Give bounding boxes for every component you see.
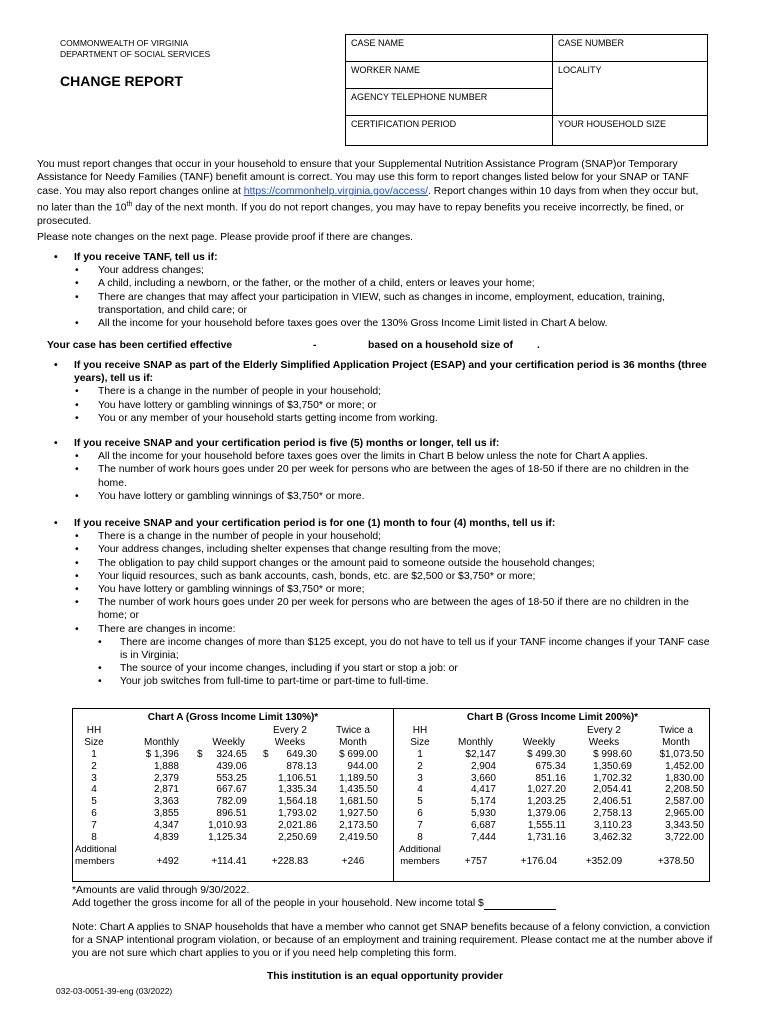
table-cell: 944.00 xyxy=(347,760,378,772)
table-cell: 1,435.50 xyxy=(339,784,378,796)
every2-values xyxy=(263,749,317,843)
amounts-valid-note: *Amounts are valid through 9/30/2022. xyxy=(72,885,250,896)
tanf-heading xyxy=(50,251,710,264)
column-header xyxy=(197,725,247,749)
currency-symbol: $ xyxy=(197,749,203,760)
header-text: Twice a xyxy=(336,725,370,737)
cert-effective-label: Your case has been certified effective xyxy=(47,340,233,351)
table-cell: 1 xyxy=(417,749,423,760)
header-text: Monthly xyxy=(458,737,494,749)
list-item-text: There are changes in income: xyxy=(98,623,236,635)
chart-b-size-column xyxy=(398,725,442,867)
list-item xyxy=(50,596,710,622)
footer-text: +757 xyxy=(464,855,488,867)
case-name-field[interactable]: CASE NAME xyxy=(346,35,553,62)
header-text: Size xyxy=(410,737,430,749)
table-cell: 1,125.34 xyxy=(208,831,247,843)
list-item-text: There is a change in the number of people in your household; xyxy=(98,531,382,543)
chart-a-twice-column xyxy=(328,725,378,867)
bullet-icon: • xyxy=(75,597,79,609)
chart-b-title: Chart B (Gross Income Limit 200%)* xyxy=(466,712,639,723)
header-text: Twice a xyxy=(659,725,693,737)
header-text: HH xyxy=(412,725,428,737)
list-item xyxy=(50,450,710,463)
table-cell: 553.25 xyxy=(216,772,247,784)
worker-name-field[interactable]: WORKER NAME xyxy=(346,62,553,89)
bullet-icon: • xyxy=(75,412,79,424)
list-item-text: A child, including a newborn, or the father, or the mother of a child, enters or leaves your home; xyxy=(98,278,535,290)
income-limit-charts xyxy=(72,708,710,882)
table-cell: 2 xyxy=(417,760,423,772)
chart-b-monthly-column xyxy=(456,725,496,867)
esap-heading xyxy=(50,359,710,385)
column-footer xyxy=(648,843,704,867)
table-cell: 3,855 xyxy=(153,807,179,819)
table-cell: 5 xyxy=(91,796,97,808)
list-item-text: All the income for your household before taxes goes over the 130% Gross Income Limit listed in Chart A below. xyxy=(98,318,608,330)
snap-5-heading xyxy=(50,437,710,450)
header-text: Size xyxy=(84,737,104,749)
chart-a xyxy=(73,709,393,881)
additional-members-label xyxy=(75,843,117,867)
header-text: Weeks xyxy=(274,737,306,749)
bullet-icon: • xyxy=(98,636,102,648)
table-cell: 1,927.50 xyxy=(339,807,378,819)
table-cell: 1,830.00 xyxy=(665,772,704,784)
footer-text: +246 xyxy=(341,855,365,867)
table-cell: 2,021.86 xyxy=(278,819,317,831)
cert-dash: - xyxy=(313,340,317,351)
footer-text: members xyxy=(75,855,115,867)
header-text: Monthly xyxy=(143,737,179,749)
table-cell: 5 xyxy=(417,796,423,808)
agency-name xyxy=(60,38,210,60)
table-cell: 1,335.34 xyxy=(278,784,317,796)
chart-b-weekly-column xyxy=(512,725,566,867)
table-cell: 2,904 xyxy=(470,760,496,772)
intro-text-a: You must report changes that occur in your household to ensure that your Supplemental Nutrition Assistance Program (SNAP)or Temporary Assistance for Needy Families (TANF) benefit amount is correct. You may use this form to report changes listed below for your SNAP or TANF case. You may also report changes online at xyxy=(37,159,689,197)
bullet-icon: • xyxy=(75,386,79,398)
chart-a-note: Note: Chart A applies to SNAP households that have a member who cannot get SNAP benefits because of a felony conviction, a conviction for a SNAP intentional program violation, or because of an employment and training requirement. Please contact me at the number above if you are not sure which chart applies to you or if you need help completing this form. xyxy=(72,922,713,960)
intro-text-b: . Report changes within 10 days from when they occur but, no later than the 10 xyxy=(37,185,699,214)
chart-footnotes xyxy=(72,884,712,910)
column-header xyxy=(648,725,704,749)
chart-b-twice-column xyxy=(648,725,704,867)
table-cell: 3 xyxy=(91,772,97,784)
list-item-text: The number of work hours goes under 20 per week for persons who are between the ages of 18-50 if there are no children in the home. xyxy=(98,464,689,489)
table-cell: 1,106.51 xyxy=(278,772,317,784)
column-footer xyxy=(576,843,632,867)
column-values xyxy=(328,749,378,843)
list-item-text: Your address changes, including shelter expenses that change resulting from the move; xyxy=(98,544,501,556)
table-cell: $1,073.50 xyxy=(659,749,704,760)
table-cell: 1,793.02 xyxy=(278,807,317,819)
household-size-field[interactable]: YOUR HOUSEHOLD SIZE xyxy=(553,116,708,146)
table-cell: 1,681.50 xyxy=(339,796,378,808)
intro-paragraph xyxy=(37,158,700,229)
bullet-icon: • xyxy=(75,451,79,463)
list-item xyxy=(50,277,710,290)
header-text: Month xyxy=(662,737,690,749)
chart-a-every2-column xyxy=(263,725,317,867)
table-cell: 1,702.32 xyxy=(593,772,632,784)
table-cell: 1,452.00 xyxy=(665,760,704,772)
table-cell: 4,347 xyxy=(153,819,179,831)
footer-text: +492 xyxy=(156,855,179,867)
bullet-icon: • xyxy=(98,676,102,688)
table-cell: 1,379.06 xyxy=(527,807,566,819)
table-cell: $ 699.00 xyxy=(339,749,378,760)
column-header xyxy=(135,725,179,749)
table-cell: 5,174 xyxy=(470,796,496,808)
table-cell: 2,173.50 xyxy=(339,819,378,831)
tanf-section xyxy=(50,251,710,330)
chart-a-title: Chart A (Gross Income Limit 130%)* xyxy=(147,712,319,723)
table-cell: 8 xyxy=(417,831,423,843)
footer-text: Additional xyxy=(75,843,117,855)
list-item-text: You have lottery or gambling winnings of $3,750* or more; xyxy=(98,584,365,596)
list-item xyxy=(50,463,710,489)
table-cell: 3,660 xyxy=(470,772,496,784)
bullet-icon: • xyxy=(75,584,79,596)
header-text: Every 2 xyxy=(273,725,307,737)
snap-1-heading-text: If you receive SNAP and your certification period is for one (1) month to four (4) months, tell us if: xyxy=(74,518,556,529)
column-footer xyxy=(263,843,317,867)
chart-b-every2-column xyxy=(576,725,632,867)
table-cell: $ 998.60 xyxy=(593,749,632,760)
new-income-total-field[interactable] xyxy=(484,899,556,910)
header-text: Every 2 xyxy=(587,725,621,737)
table-cell: 7 xyxy=(417,819,423,831)
intro-section xyxy=(37,158,700,246)
household-size-label: based on a household size of xyxy=(368,340,513,351)
column-footer xyxy=(328,843,378,867)
snap-5-month-section xyxy=(50,437,710,503)
list-item xyxy=(50,385,710,398)
table-cell: 6,687 xyxy=(470,819,496,831)
header-text: HH xyxy=(86,725,102,737)
list-item xyxy=(50,583,710,596)
bullet-icon: • xyxy=(75,570,79,582)
footer-text: +114.41 xyxy=(211,855,247,867)
proof-note: Please note changes on the next page. Please provide proof if there are changes. xyxy=(37,231,414,243)
bullet-icon: • xyxy=(54,252,58,263)
column-footer xyxy=(456,843,496,867)
bullet-icon: • xyxy=(75,291,79,303)
table-cell: 667.67 xyxy=(216,784,247,796)
table-cell: 3 xyxy=(417,772,423,784)
table-cell: 4 xyxy=(91,784,97,796)
table-cell: 2,965.00 xyxy=(665,807,704,819)
bullet-icon: • xyxy=(75,318,79,330)
bullet-icon: • xyxy=(75,557,79,569)
snap-5-heading-text: If you receive SNAP and your certification period is five (5) months or longer, tell us if: xyxy=(74,438,500,449)
column-footer xyxy=(135,843,179,867)
table-cell: 2,208.50 xyxy=(665,784,704,796)
list-item xyxy=(50,530,710,543)
table-cell: 439.06 xyxy=(216,760,247,772)
sub-list-item-text: Your job switches from full-time to part-time or part-time to full-time. xyxy=(120,676,429,688)
footer-text: members xyxy=(400,855,440,867)
table-cell: 2,406.51 xyxy=(593,796,632,808)
column-header xyxy=(398,725,442,749)
column-header xyxy=(512,725,566,749)
list-item-text: You or any member of your household starts getting income from working. xyxy=(98,412,438,424)
form-number: 032-03-0051-39-eng (03/2022) xyxy=(56,986,173,996)
list-item-text: There are changes that may affect your participation in VIEW, such as changes in income, employment, education, training, transportation, and child care; or xyxy=(98,291,665,316)
list-item xyxy=(50,490,710,503)
footer-text: +352.09 xyxy=(585,855,623,867)
table-cell: 1,189.50 xyxy=(339,772,378,784)
list-item xyxy=(50,570,710,583)
weekly-values xyxy=(197,749,247,843)
superscript-th: th xyxy=(126,201,133,209)
list-item xyxy=(50,317,710,330)
chart-a-size-column xyxy=(75,725,117,867)
table-cell: 2,379 xyxy=(153,772,179,784)
chart-a-weekly-column xyxy=(197,725,247,867)
gross-income-text: Add together the gross income for all of the people in your household. New income total $ xyxy=(72,898,484,909)
column-footer xyxy=(512,843,566,867)
column-footer xyxy=(197,843,247,867)
column-header xyxy=(576,725,632,749)
table-cell: 6 xyxy=(91,807,97,819)
column-header xyxy=(263,725,317,749)
table-cell: 2,871 xyxy=(153,784,179,796)
additional-members-label xyxy=(398,843,442,867)
list-item xyxy=(50,291,710,317)
table-cell: 649.30 xyxy=(286,749,317,760)
chart-b xyxy=(394,709,711,881)
header-text: Month xyxy=(339,737,367,749)
table-cell: 1,564.18 xyxy=(278,796,317,808)
table-cell: 2,587.00 xyxy=(665,796,704,808)
snap-1-heading xyxy=(50,517,710,530)
column-values xyxy=(576,749,632,843)
bullet-icon: • xyxy=(75,623,79,635)
list-item-text: All the income for your household before taxes goes over the limits in Chart B below unless the note for Chart A applies. xyxy=(98,451,648,463)
table-cell: 2 xyxy=(91,760,97,772)
list-item xyxy=(50,543,710,556)
table-cell: 3,343.50 xyxy=(665,819,704,831)
case-header-table xyxy=(345,34,708,146)
column-header xyxy=(456,725,496,749)
table-cell: 1,027.20 xyxy=(527,784,566,796)
footer-text: Additional xyxy=(399,843,441,855)
equal-opportunity-statement: This institution is an equal opportunity provider xyxy=(266,971,504,982)
list-item xyxy=(50,557,710,570)
column-header xyxy=(75,725,113,749)
case-number-field[interactable]: CASE NUMBER xyxy=(553,35,708,62)
cert-period-field[interactable]: CERTIFICATION PERIOD xyxy=(346,116,553,146)
list-item-text: You have lottery or gambling winnings of $3,750* or more; or xyxy=(98,399,377,411)
header-text: Weeks xyxy=(588,737,620,749)
column-values xyxy=(512,749,566,843)
table-cell: 4 xyxy=(417,784,423,796)
table-cell: 3,722.00 xyxy=(665,831,704,843)
table-cell: 4,417 xyxy=(470,784,496,796)
footer-text: +228.83 xyxy=(271,855,309,867)
chart-a-monthly-column xyxy=(135,725,179,867)
list-item-text: Your liquid resources, such as bank accounts, cash, bonds, etc. are $2,500 or $3,750* or more; xyxy=(98,570,536,582)
list-item xyxy=(50,264,710,277)
table-cell: 2,758.13 xyxy=(593,807,632,819)
table-cell: $2,147 xyxy=(465,749,496,760)
list-item-text: You have lottery or gambling winnings of $3,750* or more. xyxy=(98,490,365,502)
gross-income-instruction xyxy=(72,897,712,910)
table-cell: 1,555.11 xyxy=(527,819,566,831)
list-item-text: Your address changes; xyxy=(98,265,204,277)
table-cell: 2,054.41 xyxy=(593,784,632,796)
table-cell: 324.65 xyxy=(216,749,247,760)
bullet-icon: • xyxy=(54,518,58,529)
table-cell: 5,930 xyxy=(470,807,496,819)
table-cell: 782.09 xyxy=(216,796,247,808)
list-item xyxy=(50,623,710,636)
list-item-text: The number of work hours goes under 20 per week for persons who are between the ages of 18-50 if there are no children in the home; or xyxy=(98,597,689,622)
column-values xyxy=(197,749,247,843)
bullet-icon: • xyxy=(75,278,79,290)
table-cell: $ 499.30 xyxy=(527,749,566,760)
footer-text: +176.04 xyxy=(520,855,558,867)
agency-line-1: COMMONWEALTH OF VIRGINIA xyxy=(60,38,189,48)
sub-list-item-text: There are income changes of more than $125 except, you do not have to tell us if your TANF income changes if your TANF case is in Virginia; xyxy=(120,636,710,662)
bullet-icon: • xyxy=(54,438,58,449)
table-cell: 851.16 xyxy=(535,772,566,784)
table-cell: 1,350.69 xyxy=(593,760,632,772)
agency-line-2: DEPARTMENT OF SOCIAL SERVICES xyxy=(60,49,211,59)
esap-section xyxy=(50,359,710,425)
table-cell: 4,839 xyxy=(153,831,179,843)
table-cell: 675.34 xyxy=(535,760,566,772)
bullet-icon: • xyxy=(98,663,102,675)
table-cell: 878.13 xyxy=(286,760,317,772)
tanf-heading-text: If you receive TANF, tell us if: xyxy=(74,252,218,263)
table-cell: 1,888 xyxy=(153,760,179,772)
bullet-icon: • xyxy=(75,399,79,411)
form-title: CHANGE REPORT xyxy=(60,73,183,89)
bullet-icon: • xyxy=(75,464,79,476)
bullet-icon: • xyxy=(75,265,79,277)
table-cell: 1,731.16 xyxy=(527,831,566,843)
sub-list-item xyxy=(50,675,710,688)
sub-list-item-text: The source of your income changes, including if you start or stop a job: or xyxy=(120,663,458,675)
table-cell: 2,250.69 xyxy=(278,831,317,843)
table-cell: 2,419.50 xyxy=(339,831,378,843)
table-cell: 7,444 xyxy=(470,831,496,843)
table-cell: 3,462.32 xyxy=(593,831,632,843)
column-values xyxy=(456,749,496,843)
footer-text: +378.50 xyxy=(657,855,695,867)
column-values xyxy=(648,749,704,843)
bullet-icon: • xyxy=(75,531,79,543)
locality-field[interactable]: LOCALITY xyxy=(553,62,708,116)
list-item xyxy=(50,399,710,412)
sub-list-item xyxy=(50,636,710,662)
cert-period-end: . xyxy=(537,340,540,351)
table-cell: 1,010.93 xyxy=(208,819,247,831)
bullet-icon: • xyxy=(75,544,79,556)
sub-list-item xyxy=(50,662,710,675)
column-values xyxy=(398,749,442,843)
table-cell: 3,110.23 xyxy=(593,819,632,831)
list-item xyxy=(50,412,710,425)
table-cell: 7 xyxy=(91,819,97,831)
header-text: Weekly xyxy=(212,737,245,749)
header-text: Weekly xyxy=(522,737,556,749)
intro-text-c: day of the next month. If you do not report changes, you may have to repay benefits you receive incorrectly, be fined, or prosecuted. xyxy=(37,202,684,228)
table-cell: 896.51 xyxy=(216,807,247,819)
table-cell: 1 xyxy=(91,749,97,760)
column-values xyxy=(135,749,179,843)
currency-symbol: $ xyxy=(263,749,269,760)
list-item-text: The obligation to pay child support changes or the amount paid to someone outside the household changes; xyxy=(98,557,595,569)
bullet-icon: • xyxy=(54,360,58,371)
column-values xyxy=(263,749,317,843)
agency-phone-field[interactable]: AGENCY TELEPHONE NUMBER xyxy=(346,89,553,116)
table-cell: $ 1,396 xyxy=(145,749,179,760)
bullet-icon: • xyxy=(75,490,79,502)
table-cell: 6 xyxy=(417,807,423,819)
table-cell: 3,363 xyxy=(153,796,179,808)
esap-heading-text: If you receive SNAP as part of the Elderly Simplified Application Project (ESAP) and your certification period is 36 months (three years), tell us if: xyxy=(74,360,707,385)
list-item-text: There is a change in the number of people in your household; xyxy=(98,386,382,398)
commonhelp-link[interactable]: https://commonhelp.virginia.gov/access/ xyxy=(243,185,429,197)
table-cell: 1,203.25 xyxy=(527,796,566,808)
column-values xyxy=(75,749,113,843)
table-cell: 8 xyxy=(91,831,97,843)
snap-1-4-month-section xyxy=(50,517,710,689)
column-header xyxy=(328,725,378,749)
